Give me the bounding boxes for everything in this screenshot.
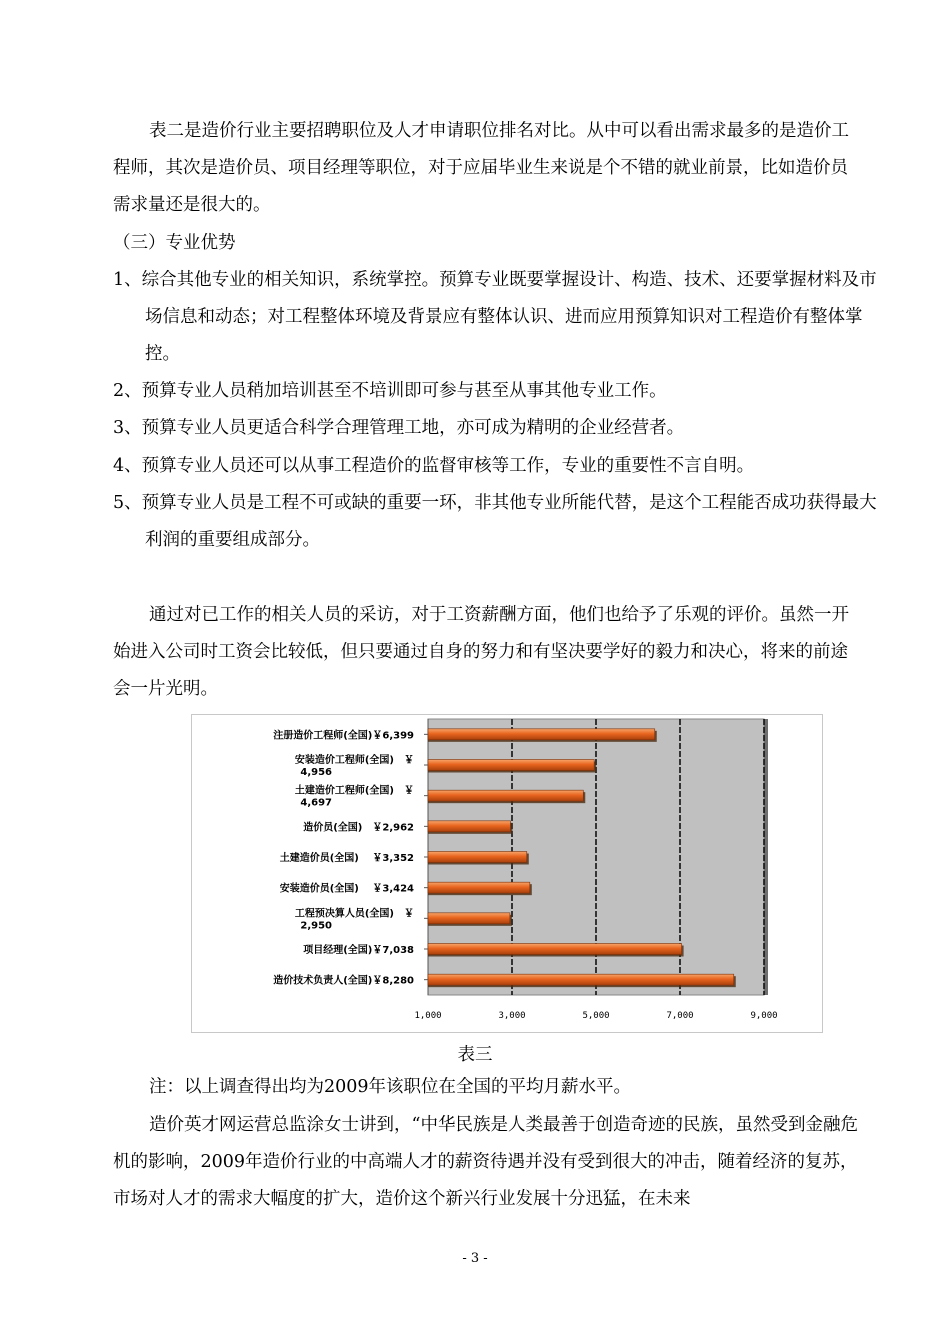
paragraph-salary: 通过对已工作的相关人员的采访，对于工资薪酬方面，他们也给予了乐观的评价。虽然一开始进入公司时工资会比较低，但只要通过自身的努力和有坚决要学好的毅力和决心，将来的前途会一片光明。: [113, 605, 849, 699]
chart-caption: 表三: [457, 1045, 493, 1065]
bar: [428, 882, 530, 893]
category-label: 安装造价员(全国) ￥3,424: [279, 883, 414, 895]
list-item-3: 3、预算专业人员更适合科学合理管理工地，亦可成为精明的企业经营者。: [113, 418, 685, 438]
page-number: - 3 -: [462, 1251, 488, 1266]
bar: [428, 944, 682, 955]
bar: [428, 790, 583, 801]
x-tick-label: 7,000: [666, 1011, 694, 1021]
category-label: 土建造价工程师(全国) ￥ 4,697: [294, 785, 414, 809]
category-label: 工程预决算人员(全国) ￥ 2,950: [294, 908, 414, 932]
category-label: 项目经理(全国)￥7,038: [303, 945, 414, 956]
list-item-4: 4、预算专业人员还可以从事工程造价的监督审核等工作，专业的重要性不言自明。: [113, 456, 755, 476]
note: 注：以上调查得出均为2009年该职位在全国的平均月薪水平。: [149, 1077, 632, 1097]
x-tick-label: 1,000: [414, 1011, 442, 1021]
x-tick-label: 9,000: [750, 1011, 778, 1021]
bar: [428, 974, 734, 985]
paragraph-intro: 表二是造价行业主要招聘职位及人才申请职位排名对比。从中可以看出需求最多的是造价工程师，其次是造价员、项目经理等职位，对于应届毕业生来说是个不错的就业前景，比如造价员需求量还是很大的。: [113, 121, 849, 215]
list-item-5: 5、预算专业人员是工程不可或缺的重要一环，非其他专业所能代替，是这个工程能否成功获得最大利润的重要组成部分。: [113, 493, 877, 550]
x-tick-label: 5,000: [582, 1011, 610, 1021]
bar: [428, 760, 594, 771]
list-item-2: 2、预算专业人员稍加培训甚至不培训即可参与甚至从事其他专业工作。: [113, 381, 667, 401]
category-label: 造价员(全国) ￥2,962: [303, 822, 414, 834]
category-label: 注册造价工程师(全国)￥6,399: [273, 730, 414, 742]
x-tick-label: 3,000: [498, 1011, 526, 1021]
section-heading: （三）专业优势: [113, 233, 236, 253]
category-label: 土建造价员(全国) ￥3,352: [279, 853, 414, 864]
salary-bar-chart: [191, 714, 823, 1033]
bar: [428, 821, 510, 832]
chart-svg: [192, 715, 822, 1032]
bar: [428, 913, 510, 924]
bar: [428, 729, 655, 740]
list-item-1: 1、综合其他专业的相关知识，系统掌控。预算专业既要掌握设计、构造、技术、还要掌握材料及市场信息和动态；对工程整体环境及背景应有整体认识、进而应用预算知识对工程造价有整体掌控。: [113, 270, 877, 364]
bar: [428, 852, 527, 863]
category-label: 造价技术负责人(全国)￥8,280: [273, 975, 414, 987]
paragraph-quote: 造价英才网运营总监涂女士讲到，“中华民族是人类最善于创造奇迹的民族，虽然受到金融危机的影响，2009年造价行业的中高端人才的薪资待遇并没有受到很大的冲击，随着经济的复苏，市场对人才的需求大幅度的扩大，造价这个新兴行业发展十分迅猛，在未来: [113, 1115, 858, 1209]
category-label: 安装造价工程师(全国) ￥ 4,956: [294, 755, 414, 778]
